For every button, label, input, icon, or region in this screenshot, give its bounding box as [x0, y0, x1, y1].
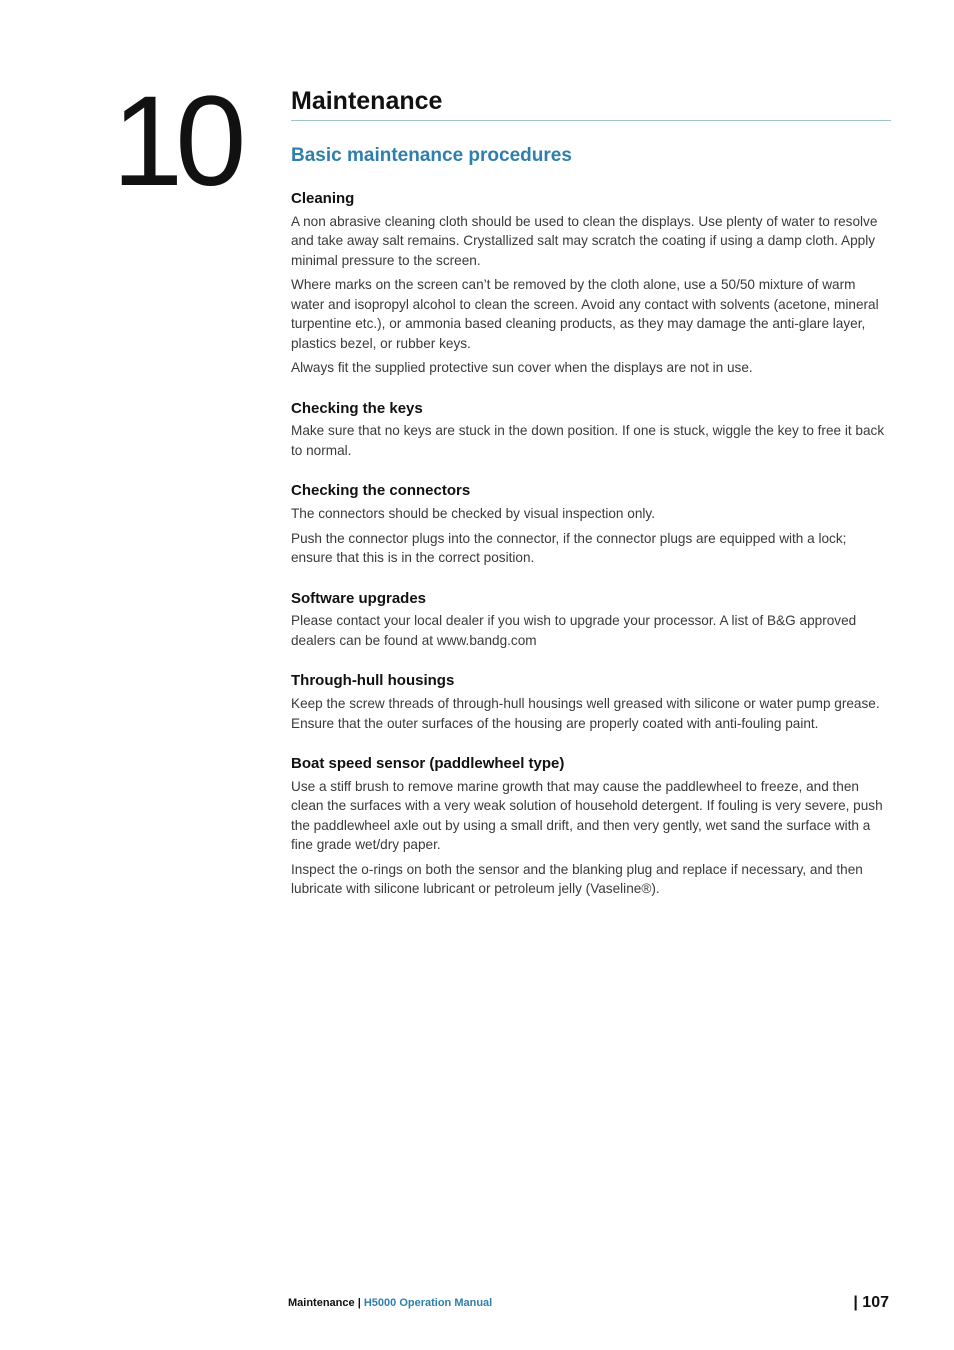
subsection-list — [291, 190, 891, 899]
subsection-heading: Software upgrades — [291, 589, 427, 607]
subsection-heading: Cleaning — [291, 189, 355, 207]
chapter-title: Maintenance — [291, 86, 891, 121]
paragraph: Push the connector plugs into the connector, if the connector plugs are equipped with a lock; ensure that this is in the correct position. — [291, 530, 847, 566]
paragraph: Where marks on the screen can’t be removed by the cloth alone, use a 50/50 mixture of warm water and isopropyl alcohol to clean the screen. Avoid any contact with solvents (acetone, mineral turpentine etc.), or ammonia based cleaning products, as they may damage the anti-glare layer, plastics bezel, or rubber keys. — [291, 277, 879, 351]
subsection-heading: Checking the connectors — [291, 482, 471, 500]
chapter-number: 10 — [112, 70, 239, 213]
paragraph: Make sure that no keys are stuck in the down position. If one is stuck, wiggle the key to free it back to normal. — [291, 423, 885, 458]
footer-running-title — [288, 1297, 492, 1310]
subsection-checking-connectors — [291, 482, 891, 567]
paragraph: The connectors should be checked by visual inspection only. — [291, 506, 655, 522]
page-number: | 107 — [853, 1294, 889, 1311]
subsection-heading: Through-hull housings — [291, 672, 455, 690]
page-content — [291, 86, 891, 921]
subsection-checking-keys — [291, 400, 891, 461]
paragraph: Inspect the o-rings on both the sensor and the blanking plug and replace if necessary, and then lubricate with silicone lubricant or petroleum jelly (Vaseline®). — [291, 861, 863, 897]
footer-separator: | — [357, 1297, 361, 1309]
paragraph: Always fit the supplied protective sun cover when the displays are not in use. — [291, 360, 753, 376]
footer-manual-title: H5000 Operation Manual — [363, 1297, 493, 1309]
subsection-heading: Checking the keys — [291, 399, 423, 417]
subsection-boat-speed-sensor — [291, 755, 891, 899]
subsection-through-hull-housings — [291, 672, 891, 733]
paragraph: Please contact your local dealer if you wish to upgrade your processor. A list of B&G approved dealers can be found at www.bandg.com — [291, 613, 857, 648]
section-title: Basic maintenance procedures — [291, 145, 572, 166]
footer-chapter-label: Maintenance — [288, 1297, 355, 1309]
subsection-heading: Boat speed sensor (paddlewheel type) — [291, 755, 565, 773]
paragraph: Keep the screw threads of through-hull housings well greased with silicone or water pump grease. Ensure that the outer surfaces of the housing are properly coated with anti-fouling paint. — [291, 696, 880, 731]
paragraph: A non abrasive cleaning cloth should be used to clean the displays. Use plenty of water to resolve and take away salt remains. Crystallized salt may scratch the coating if using a damp cloth. Apply minimal pressure to the screen. — [291, 213, 878, 268]
paragraph: Use a stiff brush to remove marine growth that may cause the paddlewheel to freeze, and then clean the surfaces with a very weak solution of household detergent. If fouling is very severe, push the paddlewheel axle out by using a small drift, and then very gently, wet sand the surface with a fine grade wet/dry paper. — [291, 778, 883, 853]
subsection-cleaning — [291, 190, 891, 378]
subsection-software-upgrades — [291, 590, 891, 651]
